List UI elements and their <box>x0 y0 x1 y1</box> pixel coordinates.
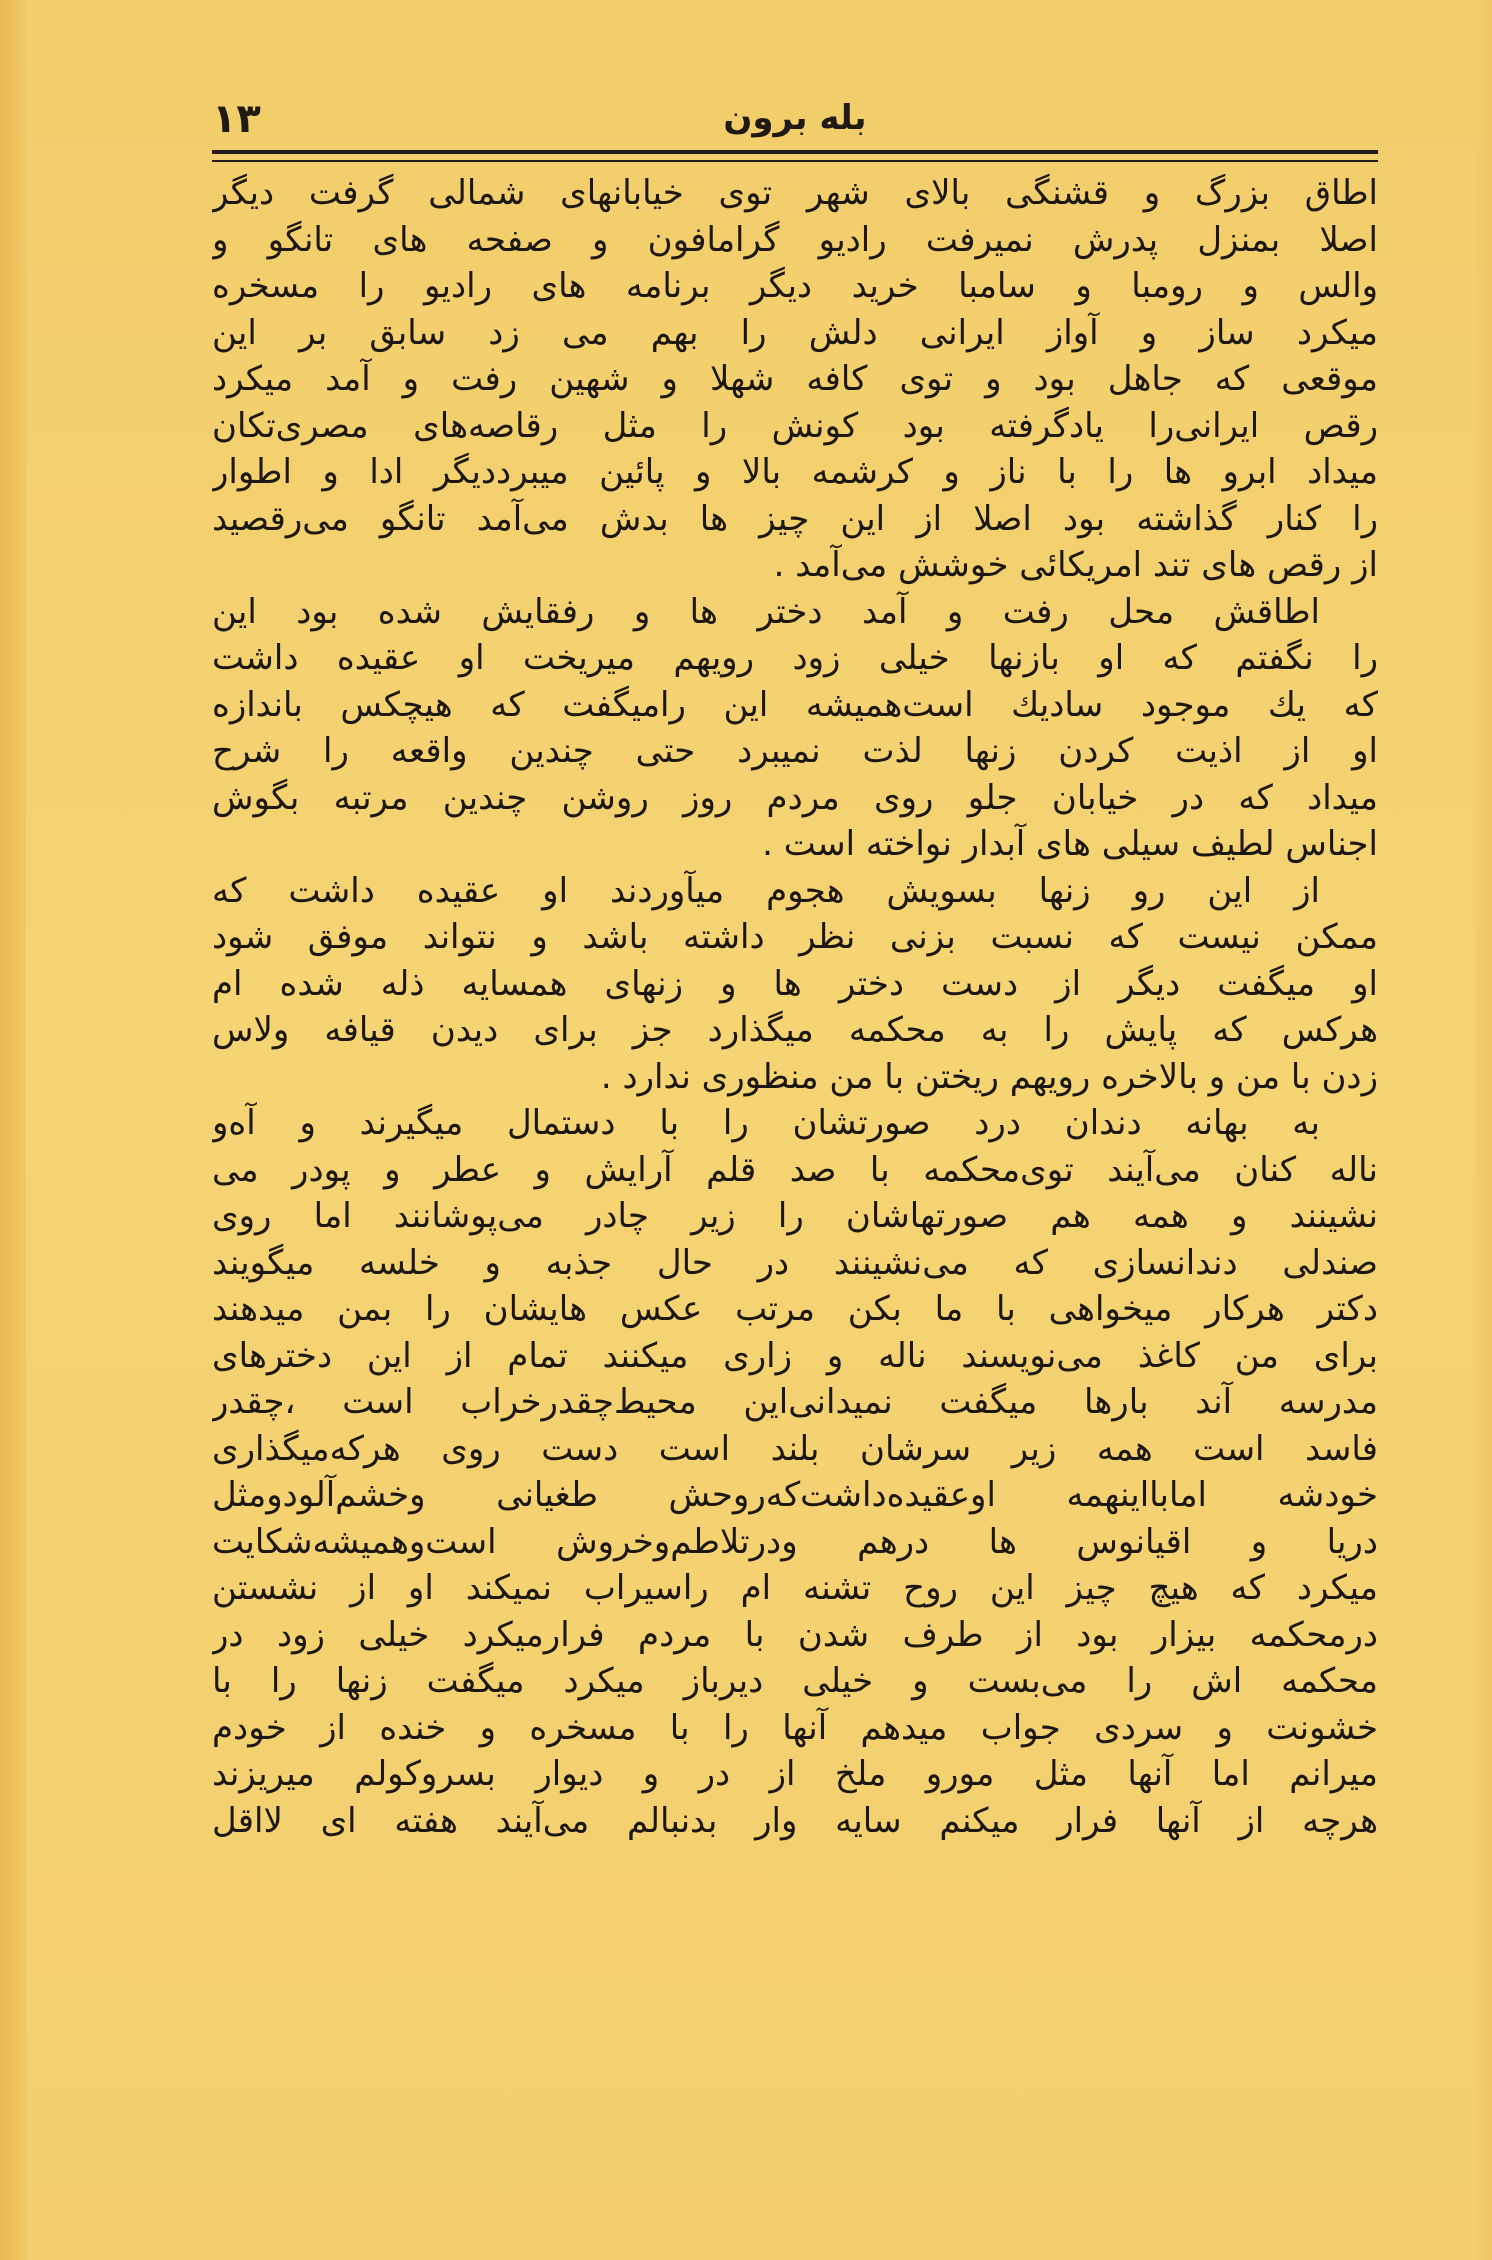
text-line: اصلا بمنزل پدرش نمیرفت رادیو گرامافون و صفحه های تانگو و <box>212 219 1378 260</box>
text-line: اطاق بزرگ و قشنگی بالای شهر توی خیابانهای شمالی گرفت دیگر <box>212 173 1378 213</box>
text-line: میکرد ساز و آواز ایرانی دلش را بهم می زد سابق بر این <box>212 312 1378 353</box>
text-line: میداد ابرو ها را با ناز و کرشمه بالا و پائین میبرددیگر ادا و اطوار <box>212 452 1378 492</box>
text-line: هرچه از آنها فرار میکنم سایه وار بدنبالم می‌آیند هفته ای لااقل <box>212 1800 1378 1841</box>
text-line: هرکس که پایش را به محکمه میگذارد جز برای دیدن قیافه ولاس <box>212 1010 1378 1050</box>
text-line: درمحکمه بیزار بود از طرف شدن با مردم فرارمیکرد خیلی زود در <box>212 1614 1378 1655</box>
text-line: اطاقش محل رفت و آمد دختر ها و رفقایش شده بود این <box>212 591 1320 632</box>
page-header <box>212 96 1378 154</box>
text-line: ناله کنان می‌آیند توی‌محکمه با صد قلم آرایش و عطر و پودر می <box>212 1149 1378 1190</box>
text-line: که یك موجود سادیك است‌همیشه این رامیگفت که هیچکس باندازه <box>212 684 1378 725</box>
text-line: موقعی که جاهل بود و توی کافه شهلا و شهین رفت و آمد میکرد <box>212 359 1378 399</box>
text-line: ممکن نیست که نسبت بزنی نظر داشته باشد و نتواند موفق شود <box>212 917 1378 957</box>
text-line: خشونت و سردی جواب میدهم آنها را با مسخره و خنده از خودم <box>212 1707 1378 1748</box>
text-line: فاسد است همه زیر سرشان بلند است دست روی هرکه‌میگذاری <box>212 1428 1378 1469</box>
text-line: صندلی دندانسازی که می‌نشینند در حال جذبه و خلسه میگویند <box>212 1242 1378 1283</box>
text-line: رقص ایرانی‌را یادگرفته بود کونش را مثل رقاصه‌های مصری‌تکان <box>212 405 1378 446</box>
running-title: بله برون <box>723 98 867 138</box>
text-line: او از اذیت کردن زنها لذت نمیبرد حتی چندین واقعه را شرح <box>212 731 1378 771</box>
text-line: برای من کاغذ می‌نویسند ناله و زاری میکنند تمام از این دخترهای <box>212 1335 1378 1376</box>
text-line: اجناس لطیف سیلی های آبدار نواخته است . <box>762 824 1378 864</box>
text-line: را کنار گذاشته بود اصلا از این چیز ها بدش می‌آمد تانگو می‌رقصید <box>212 498 1378 539</box>
body-text <box>212 170 1378 2220</box>
text-line: زدن با من و بالاخره رویهم ریختن با من منظوری ندارد . <box>600 1056 1378 1097</box>
header-rule-thick <box>212 150 1378 154</box>
text-line: محکمه اش را می‌بست و خیلی دیرباز میکرد میگفت زنها را با <box>212 1661 1378 1701</box>
page-right-edge <box>1474 0 1492 2260</box>
text-line: از این رو زنها بسویش هجوم میآوردند او عقیده داشت که <box>212 870 1320 911</box>
text-line: او میگفت دیگر از دست دختر ها و زنهای همسایه ذله شده ام <box>212 963 1378 1004</box>
page-left-edge <box>0 0 26 2260</box>
text-line: را نگفتم که او بازنها خیلی زود رویهم میریخت او عقیده داشت <box>212 638 1378 678</box>
text-line: والس و رومبا و سامبا خرید دیگر برنامه های رادیو را مسخره <box>212 266 1378 306</box>
text-line: دریا و اقیانوس ها درهم ودرتلاطم‌وخروش است‌وهمیشه‌شکایت <box>212 1521 1378 1562</box>
text-line: نشینند و همه هم صورتهاشان را زیر چادر می‌پوشانند اما روی <box>212 1196 1378 1236</box>
text-line: به بهانه دندان درد صورتشان را با دستمال میگیرند و آه‌و <box>212 1103 1320 1143</box>
text-line: از رقص های تند امریکائی خوشش می‌آمد . <box>773 545 1378 585</box>
text-line: میداد که در خیابان جلو روی مردم روز روشن چندین مرتبه بگوش <box>212 777 1378 818</box>
text-line: میرانم اما آنها مثل مورو ملخ از در و دیوار بسروکولم میریزند <box>212 1754 1378 1794</box>
text-line: مدرسه آند بارها میگفت نمیدانی‌این محیط‌چقدرخراب است ،چقدر <box>212 1382 1378 1422</box>
text-line: میکرد که هیچ چیز این روح تشنه ام راسیراب نمیکند او از نشستن <box>212 1568 1378 1608</box>
header-rule-thin <box>212 160 1378 162</box>
text-line: دکتر هرکار میخواهی با ما بکن مرتب عکس هایشان را بمن میدهند <box>212 1289 1378 1329</box>
page-number: ۱۳ <box>212 96 261 142</box>
text-line: خودشه امابااینهمه اوعقیده‌داشت‌که‌روحش طغیانی وخشم‌آلودومثل <box>212 1475 1378 1515</box>
